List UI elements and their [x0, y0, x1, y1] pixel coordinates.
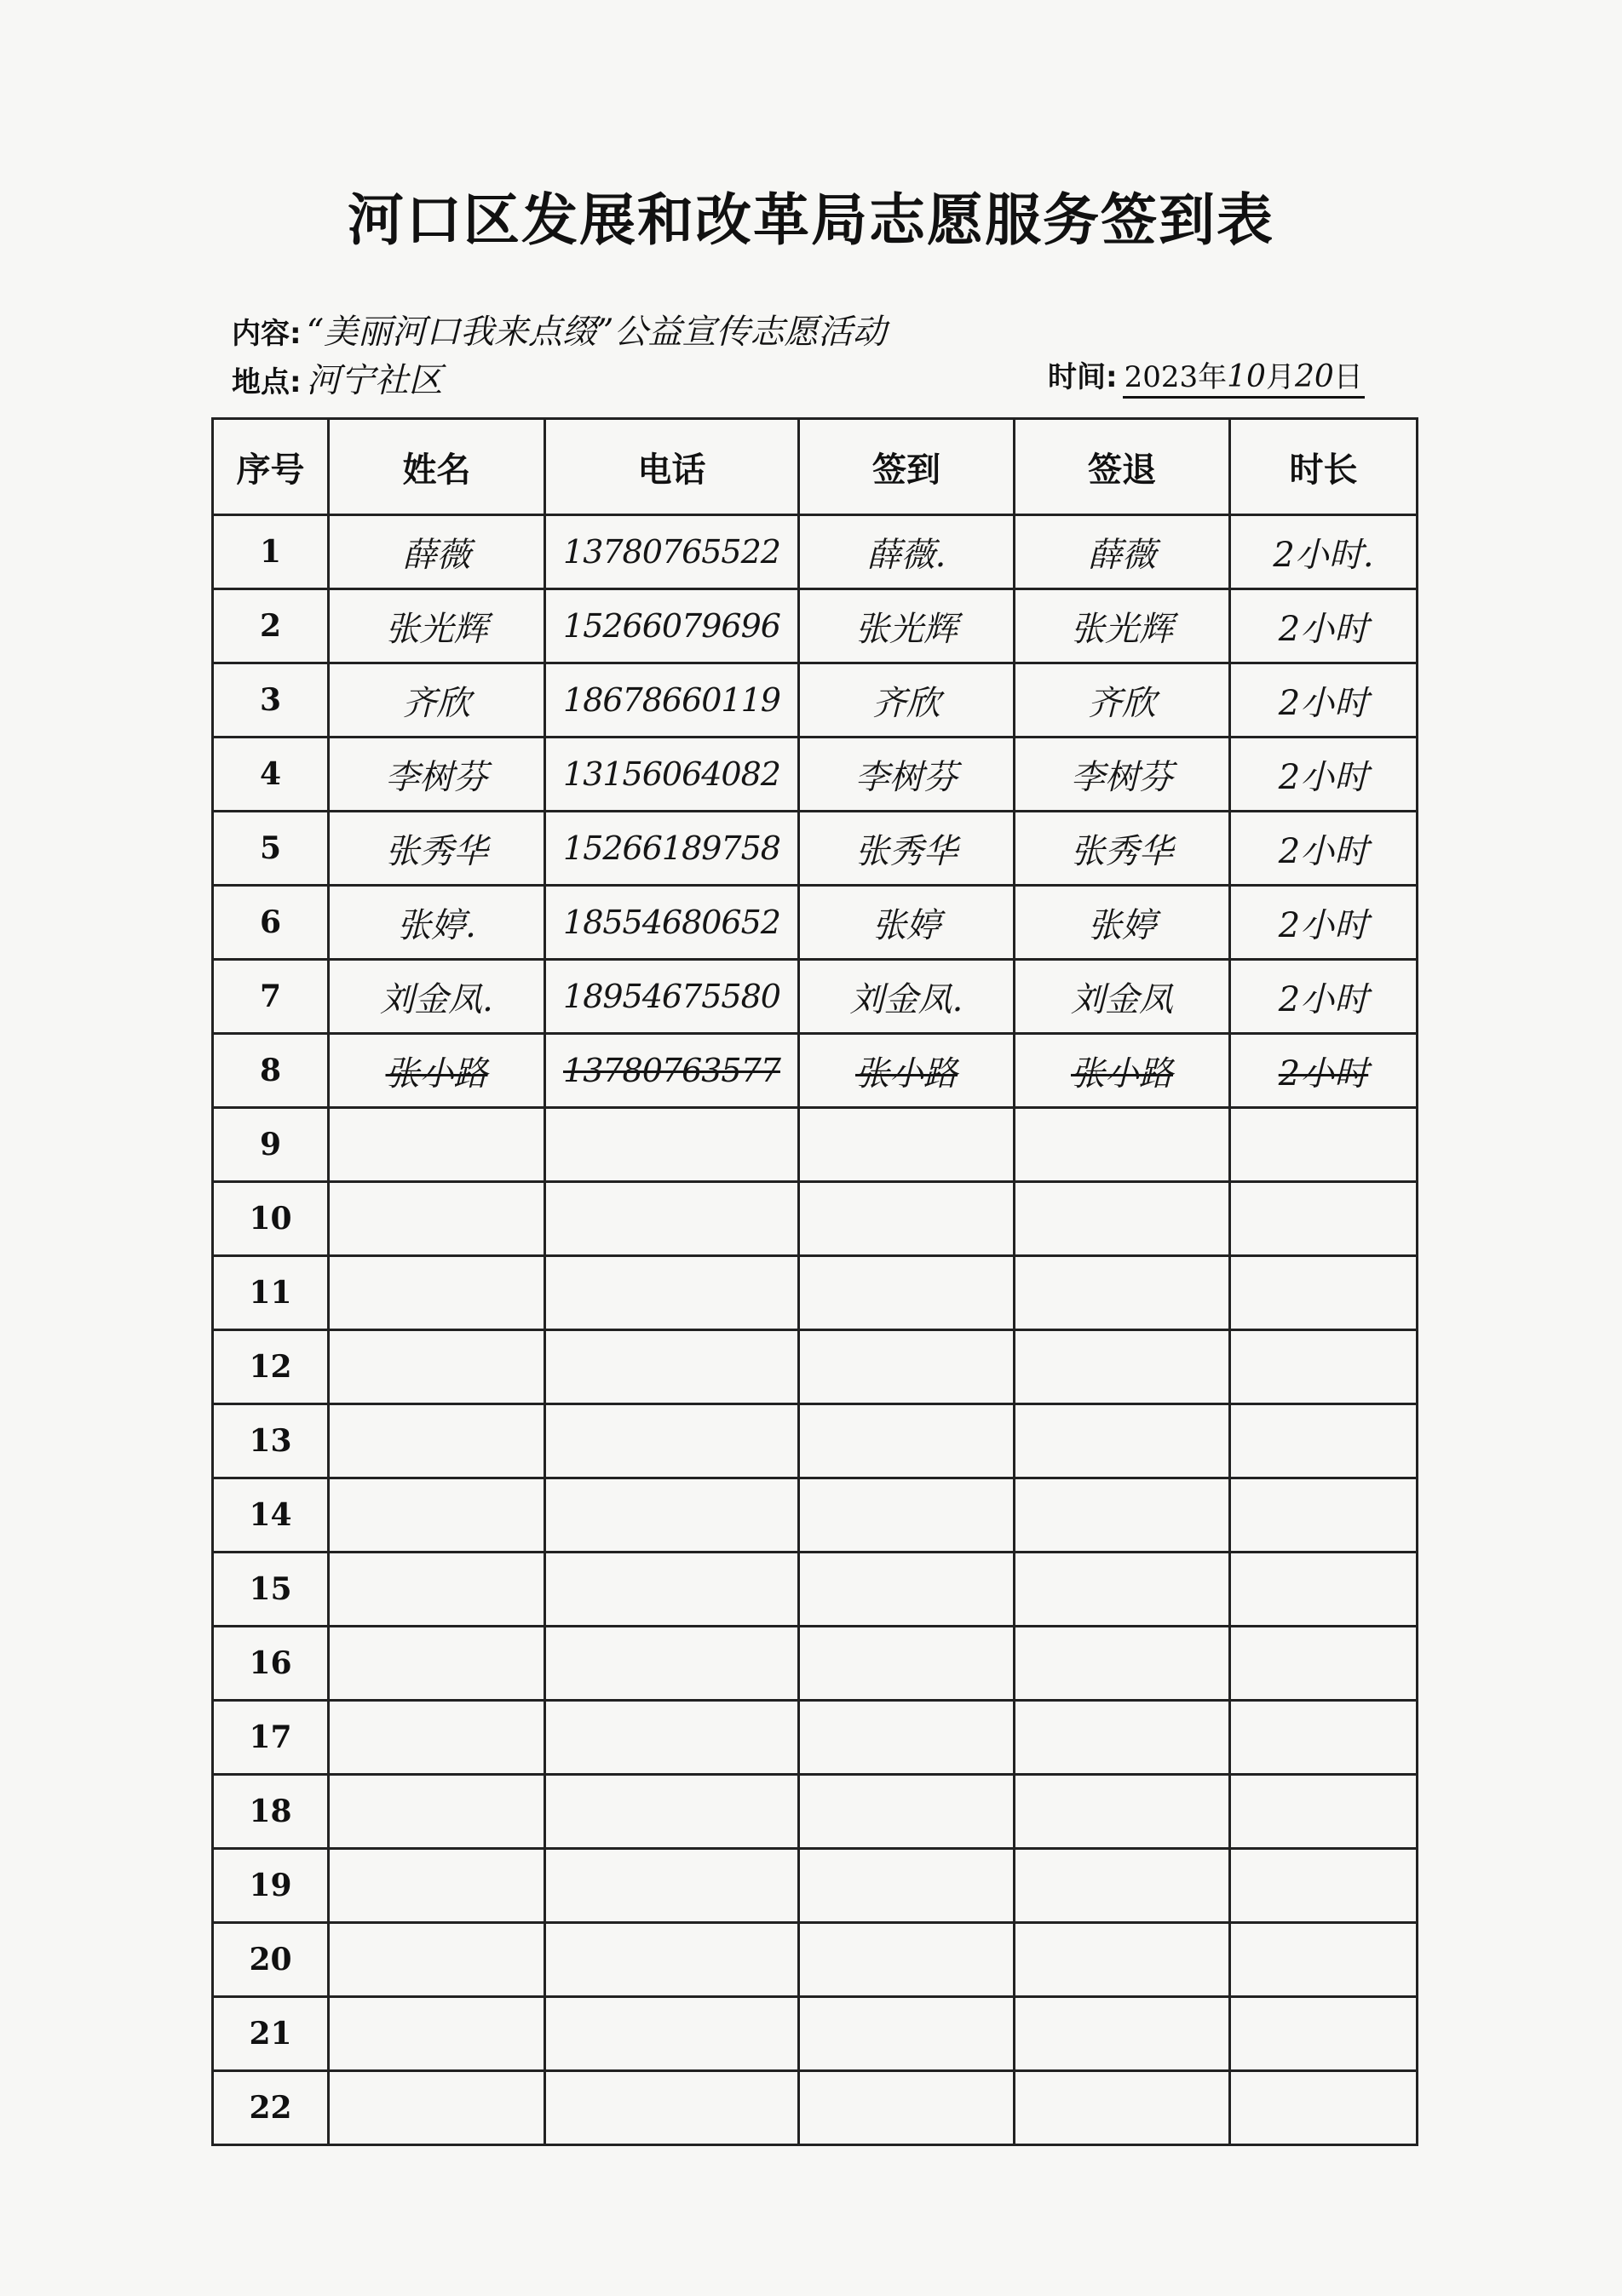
sign-out-cell [1015, 1701, 1230, 1775]
content-value: “美丽河口我来点缀”公益宣传志愿活动 [306, 313, 887, 352]
row-number: 2 [213, 589, 329, 663]
date-year: 2023 [1124, 360, 1199, 394]
duration-cell [1230, 1553, 1418, 1627]
table-row [213, 1701, 1418, 1775]
sign-in-cell [799, 2071, 1015, 2145]
name-cell: 张光辉 [329, 589, 545, 663]
row-number: 16 [213, 1627, 329, 1701]
name-cell [329, 1478, 545, 1553]
name-cell: 刘金凤. [329, 960, 545, 1034]
name-cell [329, 1108, 545, 1182]
sign-out-cell [1015, 1182, 1230, 1256]
table-row [213, 515, 1418, 589]
duration-cell [1230, 1182, 1418, 1256]
sign-in-cell [799, 1478, 1015, 1553]
place-label: 地点: [232, 365, 302, 399]
row-number: 10 [213, 1182, 329, 1256]
phone-cell: 18554680652 [545, 886, 799, 960]
sign-out-cell: 张小路 [1015, 1034, 1230, 1108]
place-value: 河宁社区 [306, 361, 443, 400]
duration-cell [1230, 2071, 1418, 2145]
name-cell [329, 1553, 545, 1627]
table-row [213, 1553, 1418, 1627]
row-number: 21 [213, 1997, 329, 2071]
phone-cell [545, 1553, 799, 1627]
phone-cell [545, 1849, 799, 1923]
name-cell [329, 1923, 545, 1997]
duration-cell: 2小时 [1230, 663, 1418, 738]
phone-cell [545, 1330, 799, 1404]
row-number: 4 [213, 738, 329, 812]
name-cell [329, 1330, 545, 1404]
table-row [213, 812, 1418, 886]
duration-cell [1230, 1108, 1418, 1182]
sign-out-cell [1015, 1997, 1230, 2071]
row-number: 5 [213, 812, 329, 886]
table-row [213, 886, 1418, 960]
phone-cell: 13156064082 [545, 738, 799, 812]
row-number: 1 [213, 515, 329, 589]
duration-cell [1230, 1627, 1418, 1701]
name-cell [329, 1256, 545, 1330]
header-sign-in: 签到 [799, 419, 1015, 515]
sign-in-cell: 刘金凤. [799, 960, 1015, 1034]
table-row [213, 1997, 1418, 2071]
name-cell: 张小路 [329, 1034, 545, 1108]
table-row [213, 1775, 1418, 1849]
date-day-unit: 日 [1333, 360, 1363, 394]
duration-cell: 2小时 [1230, 1034, 1418, 1108]
sign-out-cell [1015, 1627, 1230, 1701]
header-sign-out: 签退 [1015, 419, 1230, 515]
duration-cell [1230, 1923, 1418, 1997]
duration-cell [1230, 1701, 1418, 1775]
name-cell [329, 1182, 545, 1256]
table-row [213, 1034, 1418, 1108]
time-line [1048, 353, 1365, 395]
row-number: 7 [213, 960, 329, 1034]
content-label: 内容: [232, 317, 302, 351]
name-cell [329, 1404, 545, 1478]
table-row [213, 2071, 1418, 2145]
sign-out-cell [1015, 1849, 1230, 1923]
name-cell [329, 2071, 545, 2145]
sign-out-cell: 刘金凤 [1015, 960, 1230, 1034]
table-row [213, 1627, 1418, 1701]
duration-cell: 2小时 [1230, 960, 1418, 1034]
sign-in-cell [799, 1108, 1015, 1182]
table-row [213, 1256, 1418, 1330]
sign-in-cell [799, 1627, 1015, 1701]
row-number: 17 [213, 1701, 329, 1775]
phone-cell [545, 1627, 799, 1701]
date-month: 10 [1227, 359, 1266, 394]
sign-out-cell: 张光辉 [1015, 589, 1230, 663]
sign-out-cell: 齐欣 [1015, 663, 1230, 738]
duration-cell: 2小时 [1230, 589, 1418, 663]
duration-cell [1230, 1478, 1418, 1553]
phone-cell [545, 2071, 799, 2145]
sign-in-cell: 张小路 [799, 1034, 1015, 1108]
row-number: 14 [213, 1478, 329, 1553]
phone-cell: 13780765522 [545, 515, 799, 589]
name-cell [329, 1627, 545, 1701]
phone-cell: 15266079696 [545, 589, 799, 663]
duration-cell: 2小时 [1230, 738, 1418, 812]
name-cell: 薛薇 [329, 515, 545, 589]
sign-out-cell [1015, 1553, 1230, 1627]
sign-out-cell: 张婷 [1015, 886, 1230, 960]
row-number: 12 [213, 1330, 329, 1404]
name-cell [329, 1775, 545, 1849]
date-month-unit: 月 [1265, 360, 1295, 394]
page-title: 河口区发展和改革局志愿服务签到表 [348, 187, 1274, 253]
table-header-row [213, 419, 1418, 515]
content-line [232, 305, 887, 353]
sign-in-cell [799, 1256, 1015, 1330]
sign-in-cell [799, 1553, 1015, 1627]
phone-cell: 15266189758 [545, 812, 799, 886]
row-number: 22 [213, 2071, 329, 2145]
row-number: 11 [213, 1256, 329, 1330]
duration-cell [1230, 1997, 1418, 2071]
table-row [213, 1108, 1418, 1182]
sign-in-cell: 薛薇. [799, 515, 1015, 589]
table-row [213, 1330, 1418, 1404]
sign-out-cell [1015, 1256, 1230, 1330]
row-number: 13 [213, 1404, 329, 1478]
phone-cell [545, 1923, 799, 1997]
phone-cell [545, 1775, 799, 1849]
sign-in-cell: 李树芬 [799, 738, 1015, 812]
duration-cell: 2小时 [1230, 812, 1418, 886]
name-cell: 张婷. [329, 886, 545, 960]
table-row [213, 1923, 1418, 1997]
sign-in-cell [799, 1997, 1015, 2071]
sign-in-cell [799, 1701, 1015, 1775]
sign-out-cell [1015, 1108, 1230, 1182]
sign-in-table [211, 417, 1418, 2146]
sign-out-cell [1015, 1478, 1230, 1553]
table-row [213, 1404, 1418, 1478]
phone-cell [545, 1404, 799, 1478]
phone-cell: 18954675580 [545, 960, 799, 1034]
phone-cell [545, 1997, 799, 2071]
row-number: 8 [213, 1034, 329, 1108]
row-number: 18 [213, 1775, 329, 1849]
sign-out-cell [1015, 1330, 1230, 1404]
phone-cell [545, 1182, 799, 1256]
place-line [232, 353, 443, 402]
table-row [213, 1182, 1418, 1256]
table-row [213, 960, 1418, 1034]
duration-cell [1230, 1330, 1418, 1404]
row-number: 3 [213, 663, 329, 738]
duration-cell: 2小时 [1230, 886, 1418, 960]
date-day: 20 [1294, 359, 1334, 394]
header-duration: 时长 [1230, 419, 1418, 515]
sign-in-cell [799, 1775, 1015, 1849]
table-row [213, 663, 1418, 738]
duration-cell [1230, 1256, 1418, 1330]
table-row [213, 1478, 1418, 1553]
name-cell [329, 1997, 545, 2071]
row-number: 15 [213, 1553, 329, 1627]
phone-cell [545, 1701, 799, 1775]
sign-out-cell: 张秀华 [1015, 812, 1230, 886]
time-label: 时间: [1048, 360, 1118, 394]
duration-cell [1230, 1849, 1418, 1923]
table-row [213, 738, 1418, 812]
sign-out-cell [1015, 1404, 1230, 1478]
sign-in-cell [799, 1404, 1015, 1478]
row-number: 9 [213, 1108, 329, 1182]
phone-cell [545, 1478, 799, 1553]
sign-in-cell: 张光辉 [799, 589, 1015, 663]
phone-cell [545, 1256, 799, 1330]
header-name: 姓名 [329, 419, 545, 515]
name-cell [329, 1701, 545, 1775]
phone-cell [545, 1108, 799, 1182]
name-cell: 李树芬 [329, 738, 545, 812]
phone-cell: 13780763577 [545, 1034, 799, 1108]
sign-in-cell: 张婷 [799, 886, 1015, 960]
duration-cell [1230, 1404, 1418, 1478]
name-cell: 张秀华 [329, 812, 545, 886]
date-year-unit: 年 [1198, 360, 1228, 394]
table-row [213, 589, 1418, 663]
sign-in-cell [799, 1923, 1015, 1997]
sign-out-cell: 薛薇 [1015, 515, 1230, 589]
row-number: 19 [213, 1849, 329, 1923]
row-number: 6 [213, 886, 329, 960]
table-row [213, 1849, 1418, 1923]
header-seq: 序号 [213, 419, 329, 515]
sign-out-cell [1015, 1775, 1230, 1849]
sign-in-cell: 张秀华 [799, 812, 1015, 886]
sign-in-cell [799, 1849, 1015, 1923]
sign-out-cell: 李树芬 [1015, 738, 1230, 812]
sign-in-cell: 齐欣 [799, 663, 1015, 738]
phone-cell: 18678660119 [545, 663, 799, 738]
date-value [1123, 360, 1365, 399]
name-cell: 齐欣 [329, 663, 545, 738]
header-phone: 电话 [545, 419, 799, 515]
sign-in-cell [799, 1330, 1015, 1404]
sign-out-cell [1015, 2071, 1230, 2145]
sign-in-cell [799, 1182, 1015, 1256]
name-cell [329, 1849, 545, 1923]
duration-cell [1230, 1775, 1418, 1849]
row-number: 20 [213, 1923, 329, 1997]
sign-out-cell [1015, 1923, 1230, 1997]
duration-cell: 2小时. [1230, 515, 1418, 589]
